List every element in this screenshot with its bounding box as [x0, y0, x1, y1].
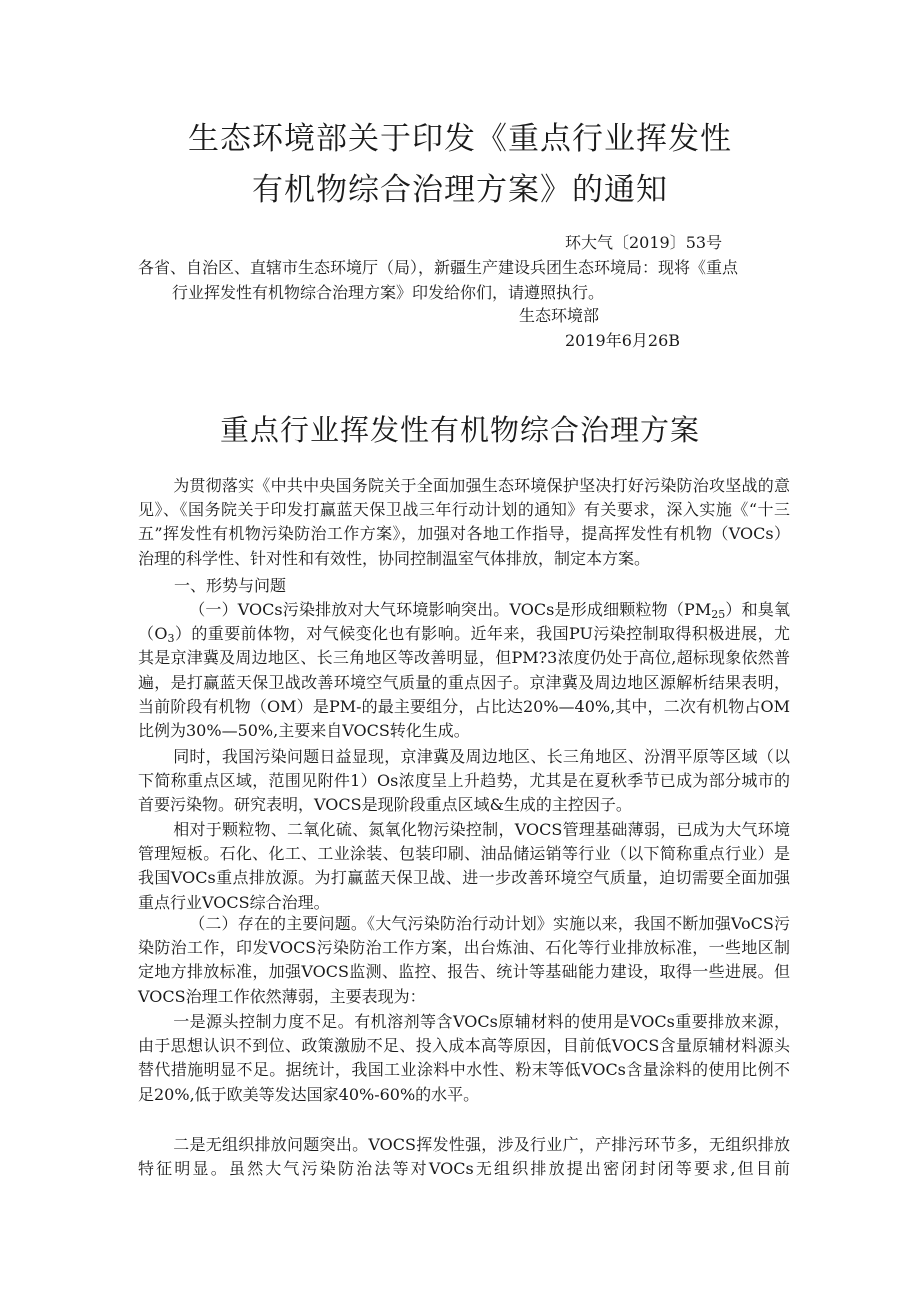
plan-title: 重点行业挥发性有机物综合治理方案: [219, 413, 700, 447]
issue-date: 2019年6月26B: [565, 331, 681, 350]
o3-subscript: 3: [167, 632, 175, 646]
section1-heading: 一、形势与问题: [174, 576, 287, 595]
paragraph-vocs-impact: [138, 598, 790, 743]
notice-title-line2: 有机物综合治理方案》的通知: [252, 172, 668, 208]
pm-subscript: 25: [711, 608, 726, 621]
intro-paragraph: 为贯彻落实《中共中央国务院关于全面加强生态环境保护坚决打好污染防治攻坚战的意见》、《国务院关于印发打赢蓝天保卫战三年行动计划的通知》有关要求，深入实施《“十三五”挥发性有机物污染防治工作方案》，加强对各地工作指导，提高挥发性有机物（VOCs）治理的科学性、针对性和有效性，协同控制温室气体排放，制定本方案。: [138, 476, 790, 568]
paragraph-main-problems: （二）存在的主要问题。《大气污染防治行动计划》实施以来，我国不断加强VoCS污染防治工作，印发VOCS污染防治工作方案，出台炼油、石化等行业排放标准，一些地区制定地方排放标准，加强VOCS监测、监控、报告、统计等基础能力建设，取得一些进展。但VOCS治理工作依然薄弱，主要表现为：: [138, 914, 790, 1006]
paragraph-vocs-impact-text-a: （一）VOCs污染排放对大气环境影响突出。VOCs是形成细颗粒物（PM: [189, 600, 712, 619]
paragraph-management: 相对于颗粒物、二氧化硫、氮氧化物污染控制，VOCS管理基础薄弱，已成为大气环境管理短板。石化、化工、工业涂装、包装印刷、油品储运销等行业（以下简称重点行业）是我国VOCs重点排放源。为打赢蓝天保卫战、进一步改善环境空气质量，迫切需要全面加强重点行业VOCS综合治理。: [138, 820, 790, 912]
paragraph-ozone: 同时，我国污染问题日益显现，京津冀及周边地区、长三角地区、汾渭平原等区域（以下简称重点区域，范围见附件1）Os浓度呈上升趋势，尤其是在夏秋季节已成为部分城市的首要污染物。研究表明，VOCS是现阶段重点区域&生成的主控因子。: [138, 747, 790, 815]
paragraph-source-control: 一是源头控制力度不足。有机溶剂等含VOCs原辅材料的使用是VOCs重要排放来源，由于思想认识不到位、政策激励不足、投入成本高等原因，目前低VOCS含量原辅材料源头替代措施明显不足。据统计，我国工业涂料中水性、粉末等低VOCs含量涂料的使用比例不足20%,低于欧美等发达国家40%-60%的水平。: [138, 1012, 790, 1104]
issuer: 生态环境部: [519, 306, 600, 325]
address-line1: 各省、自治区、直辖市生态环境厅（局），新疆生产建设兵团生态环境局：现将《重点: [138, 258, 739, 277]
paragraph-vocs-impact-text-c: ）的重要前体物，对气候变化也有影响。近年来，我国PU污染控制取得积极进展，尤其是京津冀及周边地区、长三角地区等改善明显，但PM?3浓度仍处于高位,超标现象依然普遍，是打赢蓝天保卫战改善环境空气质量的重点因子。京津冀及周边地区源解析结果表明，当前阶段有机物（OM）是PM-的最主要组分，占比达20%—40%,其中，二次有机物占OM比例为30%—50%,主要来自VOCS转化生成。: [138, 624, 790, 741]
address-line2: 行业挥发性有机物综合治理方案》印发给你们，请遵照执行。: [172, 283, 605, 302]
document-number: 环大气〔2019〕53号: [565, 233, 723, 252]
paragraph-vocs-impact-text-b: ）和臭氧（O: [138, 600, 790, 644]
paragraph-fugitive-emission: 二是无组织排放问题突出。VOCS挥发性强，涉及行业广，产排污环节多，无组织排放特征明显。虽然大气污染防治法等对VOCs无组织排放提出密闭封闭等要求,但目前: [138, 1135, 790, 1179]
notice-title-line1: 生态环境部关于印发《重点行业挥发性: [188, 121, 732, 157]
